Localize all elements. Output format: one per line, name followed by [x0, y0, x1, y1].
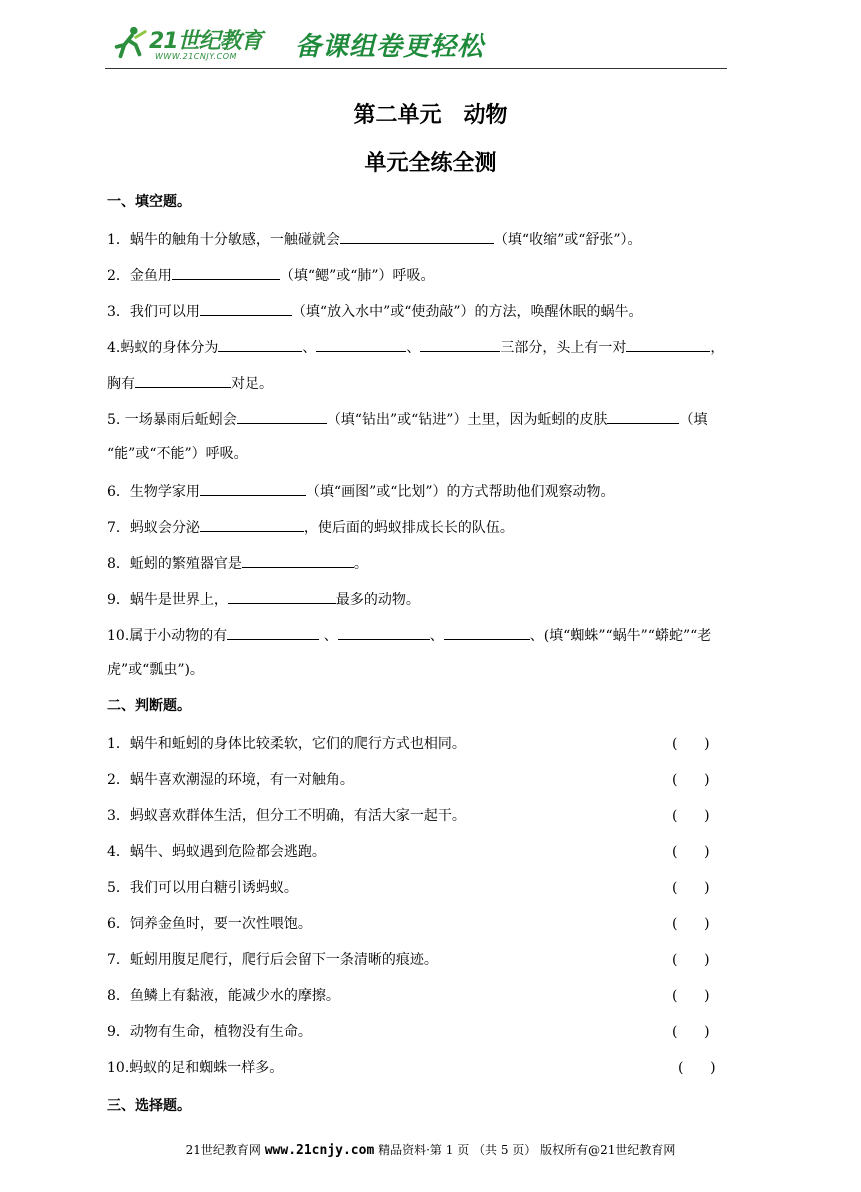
tf-item-5: 5．我们可以用白糖引诱蚂蚁。: [107, 880, 298, 896]
answer-parentheses[interactable]: ( ): [672, 916, 710, 932]
answer-parentheses[interactable]: ( ): [672, 772, 710, 788]
question-3: 3．我们可以用 （填“放入水中”或“使劲敲”）的方法，唤醒休眠的蜗牛。: [107, 300, 643, 322]
answer-blank[interactable]: [218, 336, 302, 352]
question-5-cont: “能”或“不能”）呼吸。: [107, 446, 248, 462]
question-4: 4.蚂蚁的身体分为 、 、 三部分，头上有一对 ，: [107, 336, 724, 358]
tf-item-8: 8．鱼鳞上有黏液，能减少水的摩擦。: [107, 988, 340, 1004]
answer-blank[interactable]: [200, 300, 292, 316]
answer-blank[interactable]: [227, 624, 319, 640]
tf-item-3: 3．蚂蚁喜欢群体生活，但分工不明确，有活大家一起干。: [107, 808, 466, 824]
question-6: 6．生物学家用 （填“画图”或“比划”）的方式帮助他们观察动物。: [107, 480, 615, 502]
question-1: 1．蜗牛的触角十分敏感，一触碰就会 （填“收缩”或“舒张”）。: [107, 228, 642, 250]
tf-item-6: 6．饲养金鱼时，要一次性喂饱。: [107, 916, 312, 932]
answer-blank[interactable]: [237, 408, 327, 424]
answer-blank[interactable]: [626, 336, 710, 352]
tf-item-2: 2．蜗牛喜欢潮湿的环境，有一对触角。: [107, 772, 354, 788]
section-heading-fill-blank: 一、填空题。: [107, 194, 191, 210]
answer-blank[interactable]: [338, 624, 430, 640]
header-slogan: 备课组卷更轻松: [295, 32, 485, 62]
section-heading-multiple-choice: 三、选择题。: [107, 1098, 191, 1114]
page-title: 第二单元 动物: [353, 103, 508, 128]
footer-site: www.21cnjy.com: [264, 1143, 375, 1158]
answer-parentheses[interactable]: ( ): [672, 844, 710, 860]
answer-blank[interactable]: [200, 480, 306, 496]
answer-blank[interactable]: [135, 372, 231, 388]
answer-blank[interactable]: [316, 336, 406, 352]
answer-parentheses[interactable]: ( ): [672, 808, 710, 824]
answer-blank[interactable]: [228, 588, 336, 604]
page-footer: [0, 1141, 861, 1158]
answer-parentheses[interactable]: ( ): [672, 1024, 710, 1040]
tf-item-10: 10.蚂蚁的足和蜘蛛一样多。: [107, 1060, 284, 1076]
answer-parentheses[interactable]: ( ): [672, 952, 710, 968]
logo-url: WWW.21CNJY.COM: [155, 52, 237, 61]
answer-blank[interactable]: [444, 624, 530, 640]
question-7: 7．蚂蚁会分泌 ，使后面的蚂蚁排成长长的队伍。: [107, 516, 514, 538]
answer-parentheses[interactable]: ( ): [678, 1060, 716, 1076]
question-2: 2．金鱼用 （填“鳃”或“肺”）呼吸。: [107, 264, 435, 286]
question-10: 10.属于小动物的有 、 、 、(填“蜘蛛”“蜗牛”“蟒蛇”“老: [107, 624, 711, 646]
answer-blank[interactable]: [242, 552, 354, 568]
answer-parentheses[interactable]: ( ): [672, 736, 710, 752]
question-4-cont: 胸有 对足。: [107, 372, 273, 394]
logo-name: 21世纪教育: [149, 29, 262, 54]
tf-item-1: 1．蜗牛和蚯蚓的身体比较柔软，它们的爬行方式也相同。: [107, 736, 466, 752]
question-10-cont: 虎”或“瓢虫”)。: [107, 662, 204, 678]
question-5: 5. 一场暴雨后蚯蚓会 （填“钻出”或“钻进”）土里，因为蚯蚓的皮肤 （填: [107, 408, 707, 430]
answer-blank[interactable]: [420, 336, 500, 352]
answer-parentheses[interactable]: ( ): [672, 880, 710, 896]
question-8: 8．蚯蚓的繁殖器官是 。: [107, 552, 368, 574]
page-header: [105, 18, 727, 70]
runner-logo-icon: [111, 24, 149, 62]
question-9: 9．蜗牛是世界上， 最多的动物。: [107, 588, 420, 610]
section-heading-true-false: 二、判断题。: [107, 698, 191, 714]
tf-item-4: 4．蜗牛、蚂蚁遇到危险都会逃跑。: [107, 844, 326, 860]
footer-left: 21世纪教育网: [185, 1143, 265, 1157]
page-subtitle: 单元全练全测: [364, 151, 497, 176]
footer-right: 精品资料·第 1 页 （共 5 页） 版权所有@21世纪教育网: [374, 1143, 676, 1157]
header-divider: [105, 68, 727, 69]
answer-blank[interactable]: [200, 516, 304, 532]
tf-item-9: 9．动物有生命，植物没有生命。: [107, 1024, 312, 1040]
answer-blank[interactable]: [172, 264, 280, 280]
tf-item-7: 7．蚯蚓用腹足爬行，爬行后会留下一条清晰的痕迹。: [107, 952, 438, 968]
answer-blank[interactable]: [607, 408, 679, 424]
answer-parentheses[interactable]: ( ): [672, 988, 710, 1004]
answer-blank[interactable]: [340, 228, 494, 244]
